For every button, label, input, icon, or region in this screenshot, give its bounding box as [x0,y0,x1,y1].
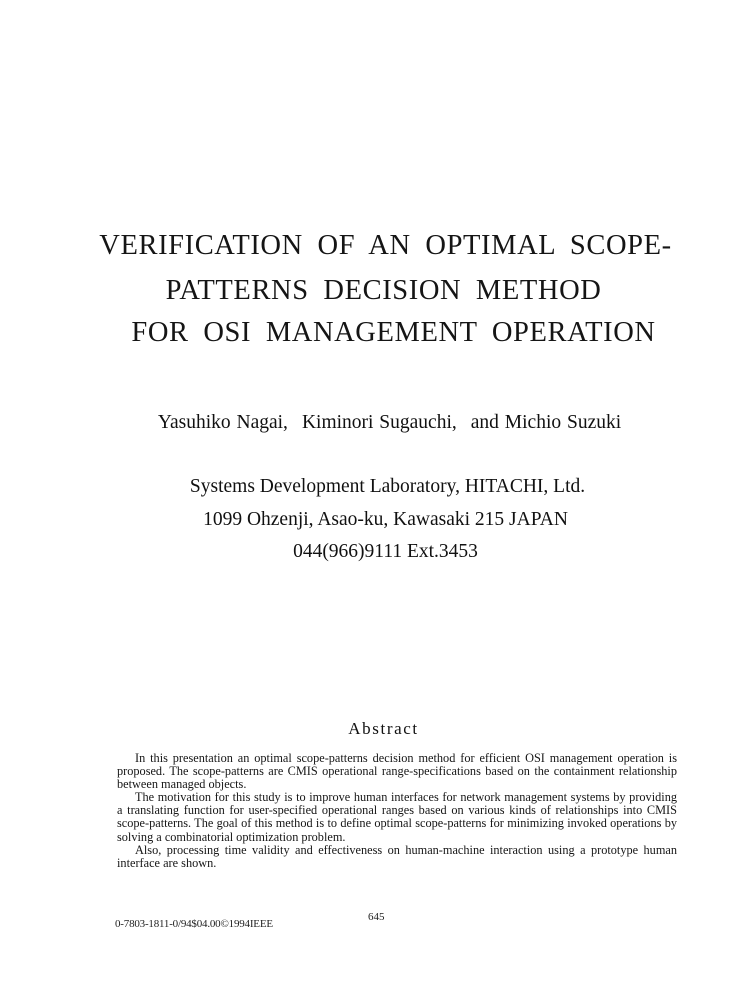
page-number: 645 [368,911,385,923]
abstract-heading: Abstract [348,719,419,738]
author-name: Yasuhiko Nagai, [157,412,288,433]
abstract-paragraph: Also, processing time validity and effectiveness on human-machine interaction using a prototype human interface are shown. [117,842,677,870]
author-name: Kiminori Sugauchi, [301,412,457,433]
title-line-2: PATTERNS DECISION METHOD [165,275,602,306]
affiliation-organization: Systems Development Laboratory, HITACHI, Ltd. [189,476,586,497]
author-list [12,412,755,434]
author-name: and Michio Suzuki [470,412,622,433]
copyright-code: 0-7803-1811-0/94$04.00©1994IEEE [115,918,273,930]
title-line-3: FOR OSI MANAGEMENT OPERATION [131,317,656,348]
title-line-1: VERIFICATION OF AN OPTIMAL SCOPE- [99,230,672,261]
affiliation-phone: 044(966)9111 Ext.3453 [293,541,478,562]
abstract-paragraph: The motivation for this study is to improve human interfaces for network management systems by providing a translating function for user-specified operational ranges based on various kinds of relationships into CMIS scope-patterns. The goal of this method is to define optimal scope-patterns for minimizing invoked operations by solving a combinatorial optimization problem. [117,790,677,844]
abstract-paragraph: In this presentation an optimal scope-patterns decision method for efficient OSI management operation is proposed. The scope-patterns are CMIS operational range-specifications based on the containment relationship between managed objects. [117,751,677,792]
abstract-body [117,752,677,870]
affiliation-address: 1099 Ohzenji, Asao-ku, Kawasaki 215 JAPAN [203,509,568,530]
